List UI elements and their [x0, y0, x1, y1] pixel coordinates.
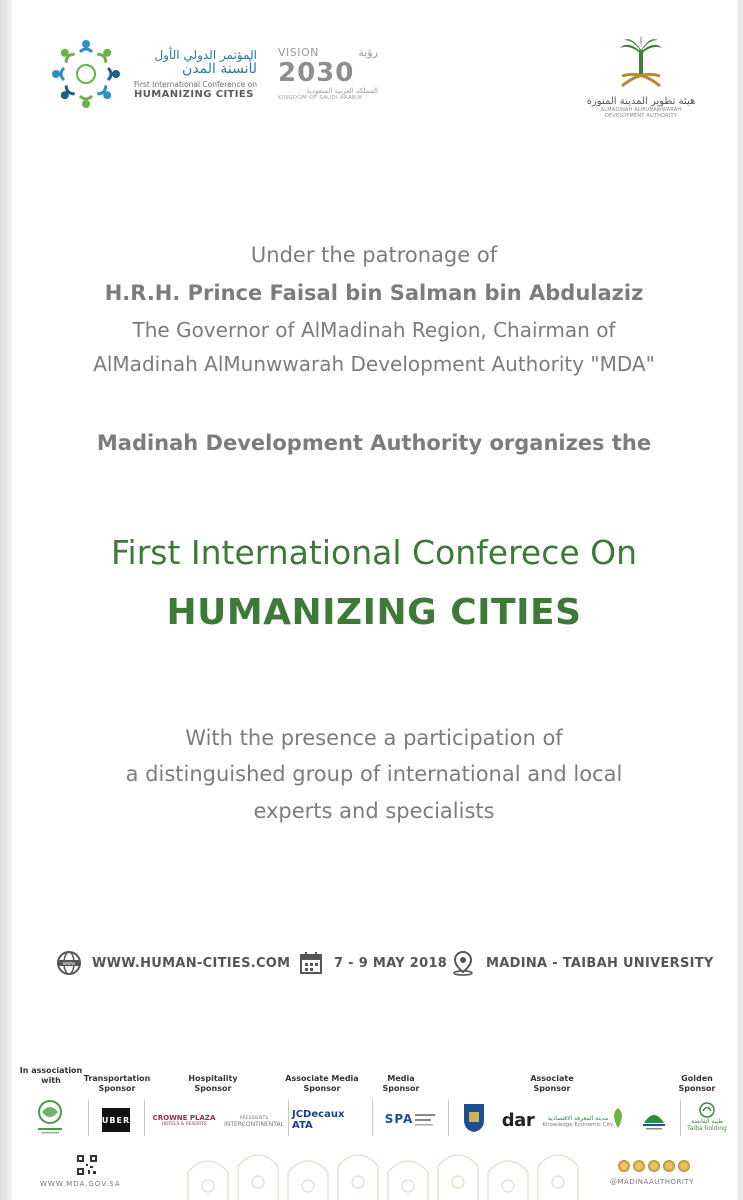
kec-leaf-logo — [606, 1104, 630, 1132]
patronage-intro: Under the patronage of — [250, 243, 498, 267]
hospitality-sponsor-label: Hospitality Sponsor — [188, 1074, 238, 1093]
conference-logo — [46, 34, 257, 114]
location-info — [450, 950, 714, 976]
sponsor-divider — [88, 1100, 89, 1136]
vision-year: 2030 — [278, 58, 355, 88]
presence-line2: a distinguished group of international and local — [125, 762, 623, 786]
dar-logo: dar — [501, 1109, 535, 1131]
presence-line3: experts and specialists — [253, 799, 495, 823]
association-label: In association with — [19, 1066, 83, 1085]
location-text: MADINA - TAIBAH UNIVERSITY — [486, 955, 714, 971]
district-logo — [634, 1100, 674, 1136]
map-pin-icon — [450, 950, 476, 976]
qr-code-icon[interactable] — [76, 1154, 98, 1176]
associate-media-sponsor-label: Associate Media Sponsor — [285, 1074, 359, 1093]
kec-english: Knowledge Economic City — [542, 1121, 614, 1128]
medal-icon — [663, 1160, 675, 1172]
dome-icon — [639, 1103, 669, 1133]
website-info[interactable] — [56, 950, 290, 976]
sponsor-divider — [448, 1100, 449, 1136]
university-shield-icon — [461, 1102, 487, 1134]
media-sponsor-label: Media Sponsor — [382, 1074, 420, 1093]
intercontinental-top: PRESIDENTS — [239, 1116, 269, 1121]
vision-kingdom-english: KINGDOM OF SAUDI ARABIA — [278, 95, 363, 101]
authority-arabic-name: هيئة تطوير المدينة المنورة — [586, 96, 696, 107]
footer-website[interactable]: WWW.MDA.GOV.SA — [40, 1180, 121, 1188]
patron-name: H.R.H. Prince Faisal bin Salman bin Abdulaziz — [104, 281, 644, 305]
authority-english-name: ALMADINAH ALMUNAWWARAH DEVELOPMENT AUTHORITY — [600, 107, 682, 119]
knowledge-economic-city-logo — [540, 1108, 616, 1134]
conference-english-line1: First International Conference on — [134, 80, 258, 89]
jcdecaux-logo: JCDecaux ATA — [292, 1109, 345, 1131]
vision-label-arabic: رؤية — [358, 46, 378, 59]
invitation-page — [10, 0, 738, 1200]
sponsor-divider — [288, 1100, 289, 1136]
vision-label: VISION — [278, 46, 319, 59]
taiba-icon — [698, 1102, 716, 1118]
university-logo — [456, 1100, 492, 1136]
globe-icon — [56, 950, 82, 976]
islamic-pattern-decoration — [178, 1142, 586, 1200]
organizer-line: Madinah Development Authority organizes the — [96, 431, 652, 455]
patron-title-line2: AlMadinah AlMunwwarah Development Authority "MDA" — [93, 352, 655, 376]
spa-text: SPA — [384, 1112, 414, 1126]
medal-icon — [648, 1160, 660, 1172]
medal-icon — [633, 1160, 645, 1172]
footer-social-handle[interactable]: @MADINAAUTHORITY — [610, 1178, 694, 1186]
crowne-plaza-sub: HOTELS & RESORTS — [161, 1121, 207, 1127]
golden-sponsor-label: Golden Sponsor — [678, 1074, 716, 1093]
medal-icon — [678, 1160, 690, 1172]
taiba-arabic: طيبة القابضة — [691, 1118, 723, 1125]
sponsor-divider — [144, 1100, 145, 1136]
uber-logo: UBER — [102, 1108, 130, 1132]
patron-title-line1: The Governor of AlMadinah Region, Chairman of — [132, 318, 616, 342]
spa-arabic-mark-icon — [413, 1110, 437, 1128]
taiba-holding-logo — [684, 1098, 730, 1136]
medal-icon — [618, 1160, 630, 1172]
intercontinental-logo — [222, 1108, 286, 1136]
page-edge-shadow — [0, 0, 12, 1200]
event-info-row — [10, 950, 738, 980]
association-logo — [28, 1096, 72, 1140]
dates-text: 7 - 9 MAY 2018 — [334, 955, 448, 971]
conference-title-line2: HUMANIZING CITIES — [166, 592, 582, 633]
transportation-sponsor-label: Transportation Sponsor — [83, 1074, 151, 1093]
conference-arabic-line1: المؤتمر الدولي الأول — [154, 48, 258, 62]
award-medals — [618, 1160, 690, 1172]
vision-kingdom-arabic: المملكة العربية السعودية — [306, 87, 378, 95]
conference-arabic-line2: لأنسنة المدن — [182, 61, 258, 77]
svg-text:www: www — [62, 961, 76, 967]
associate-sponsor-label: Associate Sponsor — [530, 1074, 574, 1093]
sponsor-divider — [372, 1100, 373, 1136]
dates-info — [298, 950, 447, 976]
people-circle-icon — [46, 34, 126, 114]
conference-title-line1: First International Conferece On — [110, 533, 638, 572]
association-emblem-icon — [32, 1098, 68, 1138]
website-text: WWW.HUMAN-CITIES.COM — [92, 955, 291, 971]
sponsor-divider — [680, 1100, 681, 1136]
authority-logo — [586, 36, 696, 119]
spa-logo — [380, 1106, 442, 1132]
intercontinental-name: INTERCONTINENTAL — [224, 1121, 284, 1128]
vision-2030-logo — [278, 46, 378, 101]
palm-swords-emblem-icon — [618, 36, 664, 94]
leaf-icon — [608, 1106, 628, 1130]
kec-arabic: مدينة المعرفة الاقتصادية — [547, 1114, 609, 1122]
presence-line1: With the presence a participation of — [185, 726, 563, 750]
crowne-plaza-logo — [152, 1106, 216, 1134]
crowne-plaza-name: CROWNE PLAZA — [152, 1113, 216, 1122]
calendar-icon — [298, 950, 324, 976]
conference-english-line2: HUMANIZING CITIES — [134, 89, 254, 100]
taiba-english: Taiba holding — [687, 1125, 727, 1132]
